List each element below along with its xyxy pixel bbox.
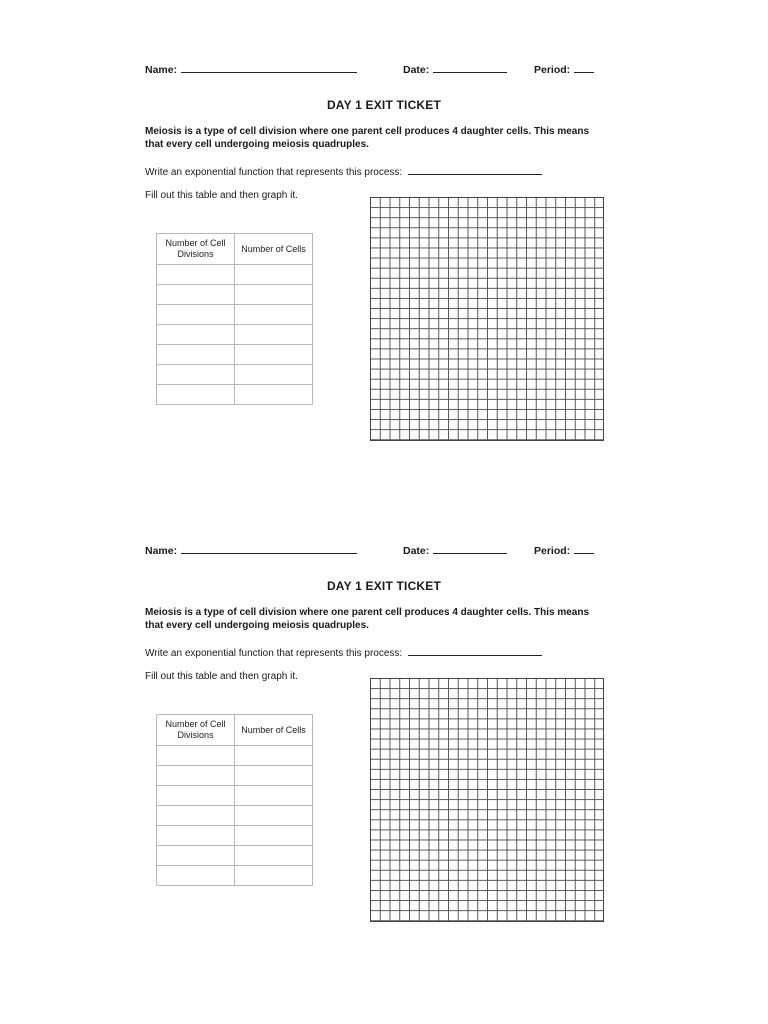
name-field[interactable] <box>145 543 357 557</box>
table-cell[interactable] <box>157 285 235 305</box>
data-table <box>156 714 313 886</box>
table-row <box>157 325 313 345</box>
table-cell[interactable] <box>235 285 313 305</box>
instruction-text: Fill out this table and then graph it. <box>145 671 298 682</box>
table-cell[interactable] <box>235 806 313 826</box>
name-label: Name: <box>145 545 178 557</box>
table-header-row <box>157 715 313 746</box>
date-blank[interactable] <box>433 62 507 73</box>
table-cell[interactable] <box>157 305 235 325</box>
period-blank[interactable] <box>574 543 594 554</box>
date-label: Date: <box>403 545 430 557</box>
table-row <box>157 806 313 826</box>
function-prompt <box>145 165 590 180</box>
graph-grid[interactable] <box>370 678 604 922</box>
function-answer-blank[interactable] <box>408 646 542 656</box>
table-cell[interactable] <box>157 866 235 886</box>
table-row <box>157 786 313 806</box>
period-label: Period: <box>534 64 571 76</box>
table-cell[interactable] <box>157 385 235 405</box>
table-row <box>157 746 313 766</box>
intro-text: Meiosis is a type of cell division where one parent cell produces 4 daughter cells. This means that every cell undergoing meiosis quadruples. <box>145 126 590 150</box>
table-row <box>157 866 313 886</box>
name-label: Name: <box>145 64 178 76</box>
period-field[interactable] <box>534 543 594 557</box>
date-field[interactable] <box>403 543 507 557</box>
function-answer-blank[interactable] <box>408 165 542 175</box>
table-row <box>157 305 313 325</box>
table-cell[interactable] <box>157 746 235 766</box>
table-cell[interactable] <box>157 365 235 385</box>
table-row <box>157 285 313 305</box>
table-cell[interactable] <box>235 826 313 846</box>
function-prompt <box>145 646 590 661</box>
period-label: Period: <box>534 545 571 557</box>
table-cell[interactable] <box>235 786 313 806</box>
column-header-divisions: Number of Cell Divisions <box>157 715 235 746</box>
table-cell[interactable] <box>235 325 313 345</box>
ticket-title: DAY 1 EXIT TICKET <box>326 98 442 112</box>
function-prompt-text: Write an exponential function that represents this process: <box>145 167 403 178</box>
date-blank[interactable] <box>433 543 507 554</box>
column-header-divisions: Number of Cell Divisions <box>157 234 235 265</box>
period-blank[interactable] <box>574 62 594 73</box>
date-label: Date: <box>403 64 430 76</box>
table-row <box>157 345 313 365</box>
table-row <box>157 365 313 385</box>
table-cell[interactable] <box>157 846 235 866</box>
name-field[interactable] <box>145 62 357 76</box>
table-cell[interactable] <box>157 766 235 786</box>
table-cell[interactable] <box>235 385 313 405</box>
table-cell[interactable] <box>235 766 313 786</box>
table-cell[interactable] <box>157 265 235 285</box>
table-cell[interactable] <box>157 325 235 345</box>
data-table <box>156 233 313 405</box>
table-row <box>157 766 313 786</box>
column-header-cells: Number of Cells <box>235 715 313 746</box>
graph-grid[interactable] <box>370 197 604 441</box>
date-field[interactable] <box>403 62 507 76</box>
table-row <box>157 265 313 285</box>
table-cell[interactable] <box>157 786 235 806</box>
table-cell[interactable] <box>157 826 235 846</box>
table-cell[interactable] <box>235 265 313 285</box>
table-row <box>157 826 313 846</box>
table-cell[interactable] <box>157 345 235 365</box>
instruction-text: Fill out this table and then graph it. <box>145 190 298 201</box>
intro-text: Meiosis is a type of cell division where one parent cell produces 4 daughter cells. This means that every cell undergoing meiosis quadruples. <box>145 607 590 631</box>
table-cell[interactable] <box>235 305 313 325</box>
table-cell[interactable] <box>235 746 313 766</box>
table-row <box>157 846 313 866</box>
column-header-cells: Number of Cells <box>235 234 313 265</box>
table-cell[interactable] <box>157 806 235 826</box>
table-cell[interactable] <box>235 345 313 365</box>
table-cell[interactable] <box>235 365 313 385</box>
exit-ticket-2 <box>0 481 768 961</box>
table-cell[interactable] <box>235 846 313 866</box>
table-cell[interactable] <box>235 866 313 886</box>
name-blank[interactable] <box>181 543 357 554</box>
table-header-row <box>157 234 313 265</box>
table-row <box>157 385 313 405</box>
period-field[interactable] <box>534 62 594 76</box>
ticket-title: DAY 1 EXIT TICKET <box>326 579 442 593</box>
function-prompt-text: Write an exponential function that represents this process: <box>145 648 403 659</box>
exit-ticket-1 <box>0 0 768 480</box>
name-blank[interactable] <box>181 62 357 73</box>
